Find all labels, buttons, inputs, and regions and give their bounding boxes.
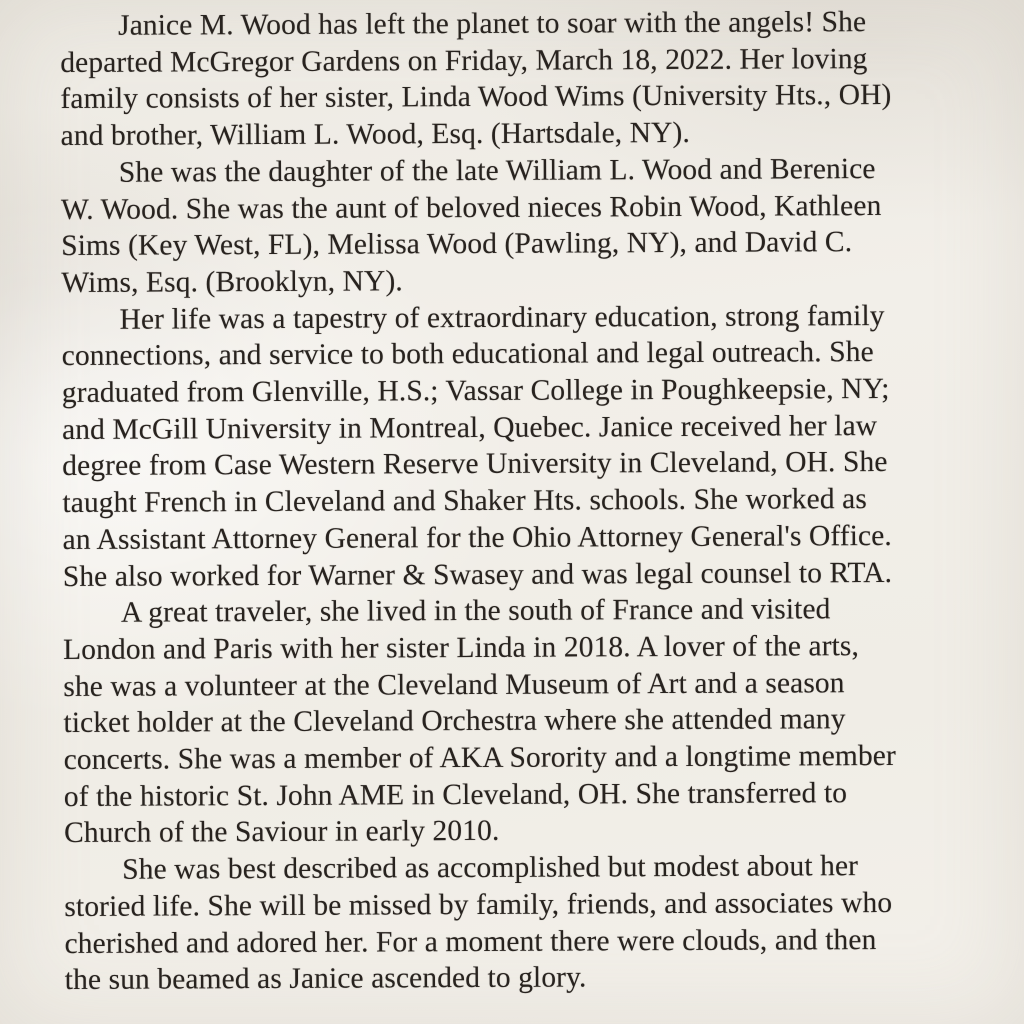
obituary-text-block [60, 3, 1015, 999]
obituary-paragraph-1: Janice M. Wood has left the planet to soar with the angels! She departed McGregor Gardens on Friday, March 18, 2022. Her loving family consists of her sister, Linda Wood Wims (University Hts., OH) and brother, William L. Wood, Esq. (Hartsdale, NY). [60, 6, 892, 153]
obituary-paragraph-4: A great traveler, she lived in the south of France and visited London and Paris with her sister Linda in 2018. A lover of the arts, she was a volunteer at the Cleveland Museum of Art and a season ticket holder at the Cleveland Orchestra where she attended many concerts. She was a member of AKA Sorority and a longtime member of the historic St. John AME in Cleveland, OH. She transferred to Church of the Saviour in early 2010. [63, 593, 896, 850]
obituary-paragraph-3: Her life was a tapestry of extraordinary education, strong family connections, and service to both educational and legal outreach. She graduated from Glenville, H.S.; Vassar College in Poughkeepsie, NY; and McGill University in Montreal, Quebec. Janice received her law degree from Case Western Reserve University in Cleveland, OH. She taught French in Cleveland and Shaker Hts. schools. She worked as an Assistant Attorney General for the Ohio Attorney General's Office. She also worked for Warner & Swasey and was legal counsel to RTA. [61, 299, 893, 593]
obituary-paragraph-5: She was best described as accomplished but modest about her storied life. She will be missed by family, friends, and associates who cherished and adored her. For a moment there were clouds, and then the sun beamed as Janice ascended to glory. [64, 850, 893, 997]
obituary-paragraph-2: She was the daughter of the late William L. Wood and Berenice W. Wood. She was the aunt of beloved nieces Robin Wood, Kathleen Sims (Key West, FL), Melissa Wood (Pawling, NY), and David C. Wims, Esq. (Brooklyn, NY). [60, 152, 882, 299]
